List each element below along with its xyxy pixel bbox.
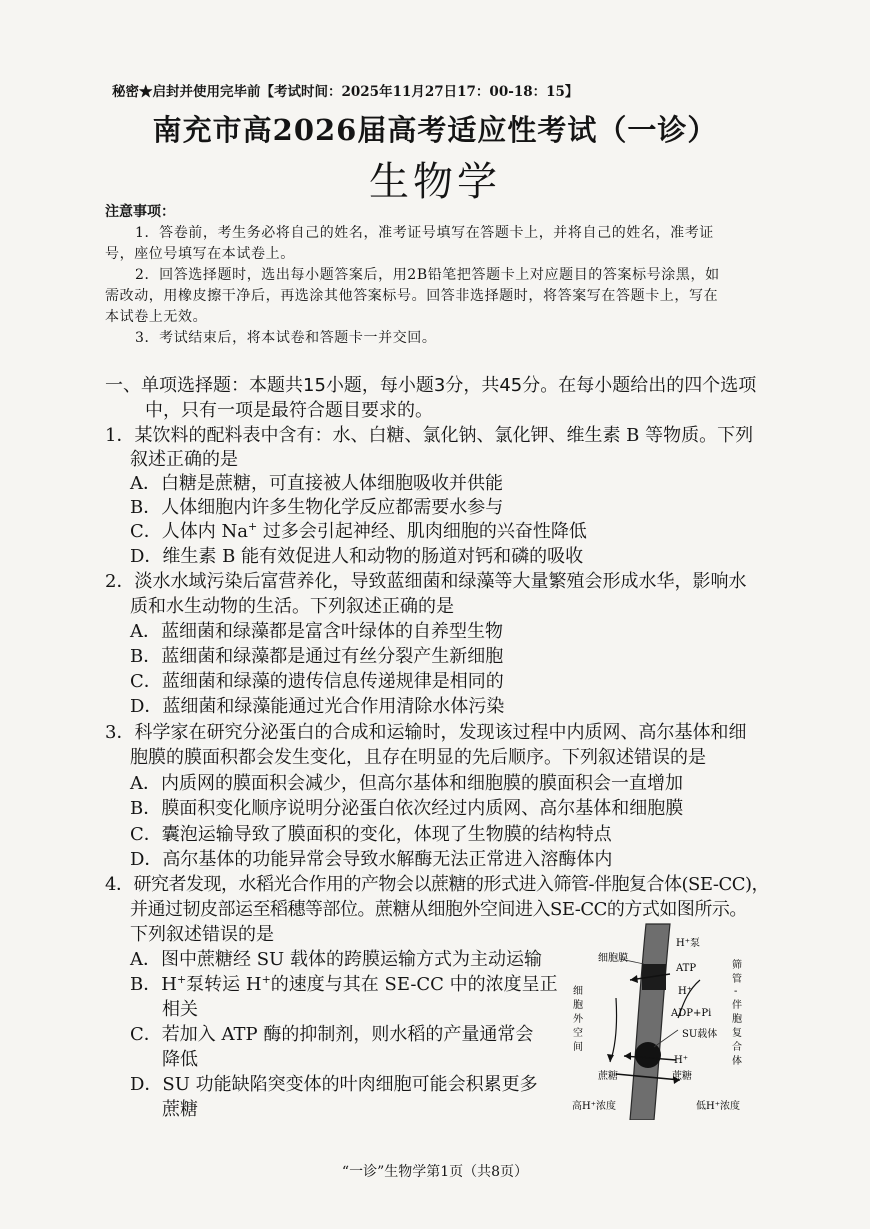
label-outside: 空 (573, 1028, 583, 1039)
notice-line: 本试卷上无效。 (105, 309, 208, 325)
label-secc: 伴 (732, 1000, 742, 1011)
q4-option-d: D．SU 功能缺陷突变体的叶肉细胞可能会积累更多 (130, 1074, 538, 1095)
q3-option-c: C．囊泡运输导致了膜面积的变化，体现了生物膜的结构特点 (130, 824, 612, 845)
label-secc: - (734, 986, 738, 997)
notice-line: 2．回答选择题时，选出每小题答案后，用2B铅笔把答题卡上对应题目的答案标号涂黑，如 (135, 267, 720, 283)
q4-option-b: B．H+泵转运 H+的速度与其在 SE-CC 中的浓度呈正 (130, 973, 558, 995)
q4-option-d-cont: 蔗糖 (162, 1099, 198, 1120)
label-h-pump: H⁺泵 (676, 938, 700, 949)
section-heading: 一、单项选择题：本题共15小题，每小题3分，共45分。在每小题给出的四个选项 (105, 375, 757, 396)
q2-option-a: A．蓝细菌和绿藻都是富含叶绿体的自养型生物 (130, 621, 503, 642)
label-secc: 管 (732, 974, 742, 985)
label-secc: 体 (732, 1056, 742, 1067)
q3-stem: 3．科学家在研究分泌蛋白的合成和运输时，发现该过程中内质网、高尔基体和细 (105, 722, 747, 743)
q4-stem: 4．研究者发现，水稻光合作用的产物会以蔗糖的形式进入筛管-伴胞复合体(SE-CC)， (105, 874, 770, 895)
q4-stem-cont2: 下列叙述错误的是 (130, 924, 274, 945)
q2-stem-cont: 质和水生动物的生活。下列叙述正确的是 (130, 596, 454, 617)
label-adp: ADP+Pi (671, 1008, 712, 1019)
label-secc: 复 (732, 1028, 742, 1039)
q1-stem-cont: 叙述正确的是 (130, 449, 238, 470)
q4-stem-cont: 并通过韧皮部运至稻穗等部位。蔗糖从细胞外空间进入SE-CC的方式如图所示。 (130, 899, 747, 920)
section-heading-cont: 中，只有一项是最符合题目要求的。 (145, 400, 433, 421)
q3-option-b: B．膜面积变化顺序说明分泌蛋白依次经过内质网、高尔基体和细胞膜 (130, 798, 684, 819)
membrane-transport-figure (558, 922, 760, 1120)
label-sucrose-in: 蔗糖 (672, 1071, 692, 1082)
label-su: SU载体 (682, 1029, 718, 1040)
q3-option-a: A．内质网的膜面积会减少，但高尔基体和细胞膜的膜面积会一直增加 (130, 773, 683, 794)
label-low-h: 低H⁺浓度 (696, 1101, 740, 1112)
notice-line: 3．考试结束后，将本试卷和答题卡一并交回。 (135, 330, 437, 346)
notice-line: 需改动，用橡皮擦干净后，再选涂其他答案标号。回答非选择题时，将答案写在答题卡上，写在 (105, 288, 719, 304)
q2-option-b: B．蓝细菌和绿藻都是通过有丝分裂产生新细胞 (130, 646, 504, 667)
label-outside: 细 (573, 986, 583, 997)
q1-option-d: D．维生素 B 能有效促进人和动物的肠道对钙和磷的吸收 (130, 546, 584, 567)
notice-line: 号，座位号填写在本试卷上。 (105, 246, 295, 262)
label-membrane: 细胞膜 (598, 953, 628, 964)
q2-option-c: C．蓝细菌和绿藻的遗传信息传递规律是相同的 (130, 671, 504, 692)
q3-option-d: D．高尔基体的功能异常会导致水解酶无法正常进入溶酶体内 (130, 849, 613, 870)
q2-stem: 2．淡水水域污染后富营养化，导致蓝细菌和绿藻等大量繁殖会形成水华，影响水 (105, 571, 747, 592)
page-footer: “一诊”生物学第1页（共8页） (341, 1164, 529, 1180)
q4-option-c: C．若加入 ATP 酶的抑制剂，则水稻的产量通常会 (130, 1024, 534, 1045)
label-atp: ATP (676, 963, 697, 974)
q2-option-d: D．蓝细菌和绿藻能通过光合作用清除水体污染 (130, 696, 505, 717)
q4-option-a: A．图中蔗糖经 SU 载体的跨膜运输方式为主动运输 (130, 949, 542, 970)
label-outside: 外 (573, 1014, 583, 1025)
label-high-h: 高H⁺浓度 (572, 1101, 616, 1112)
label-secc: 胞 (732, 1014, 742, 1025)
notice-heading: 注意事项： (105, 204, 175, 220)
q4-option-c-cont: 降低 (162, 1049, 198, 1070)
q1-stem: 1．某饮料的配料表中含有：水、白糖、氯化钠、氯化钾、维生素 B 等物质。下列 (105, 425, 754, 446)
label-secc: 筛 (732, 960, 742, 971)
confidential-header: 秘密★启封并使用完毕前【考试时间：2025年11月27日17：00-18：15】 (112, 84, 579, 100)
label-outside: 胞 (573, 1000, 583, 1011)
subject-title: 生物学 (369, 159, 501, 205)
label-secc: 合 (732, 1042, 742, 1053)
su-carrier (635, 1042, 661, 1068)
q1-option-b: B．人体细胞内许多生物化学反应都需要水参与 (130, 497, 504, 518)
q3-stem-cont: 胞膜的膜面积都会发生变化，且存在明显的先后顺序。下列叙述错误的是 (130, 747, 706, 768)
label-h: H⁺ (678, 986, 692, 997)
label-h2: H⁺ (674, 1055, 688, 1066)
q1-option-a: A．白糖是蔗糖，可直接被人体细胞吸收并供能 (130, 473, 503, 494)
q4-option-b-cont: 相关 (162, 999, 198, 1020)
label-outside: 间 (573, 1042, 583, 1053)
exam-title: 南充市高2026届高考适应性考试（一诊） (152, 113, 718, 147)
q1-option-c: C．人体内 Na+ 过多会引起神经、肌肉细胞的兴奋性降低 (130, 520, 587, 542)
label-sucrose-out: 蔗糖 (598, 1071, 618, 1082)
notice-line: 1．答卷前，考生务必将自己的姓名，准考证号填写在答题卡上，并将自己的姓名，准考证 (135, 225, 714, 241)
